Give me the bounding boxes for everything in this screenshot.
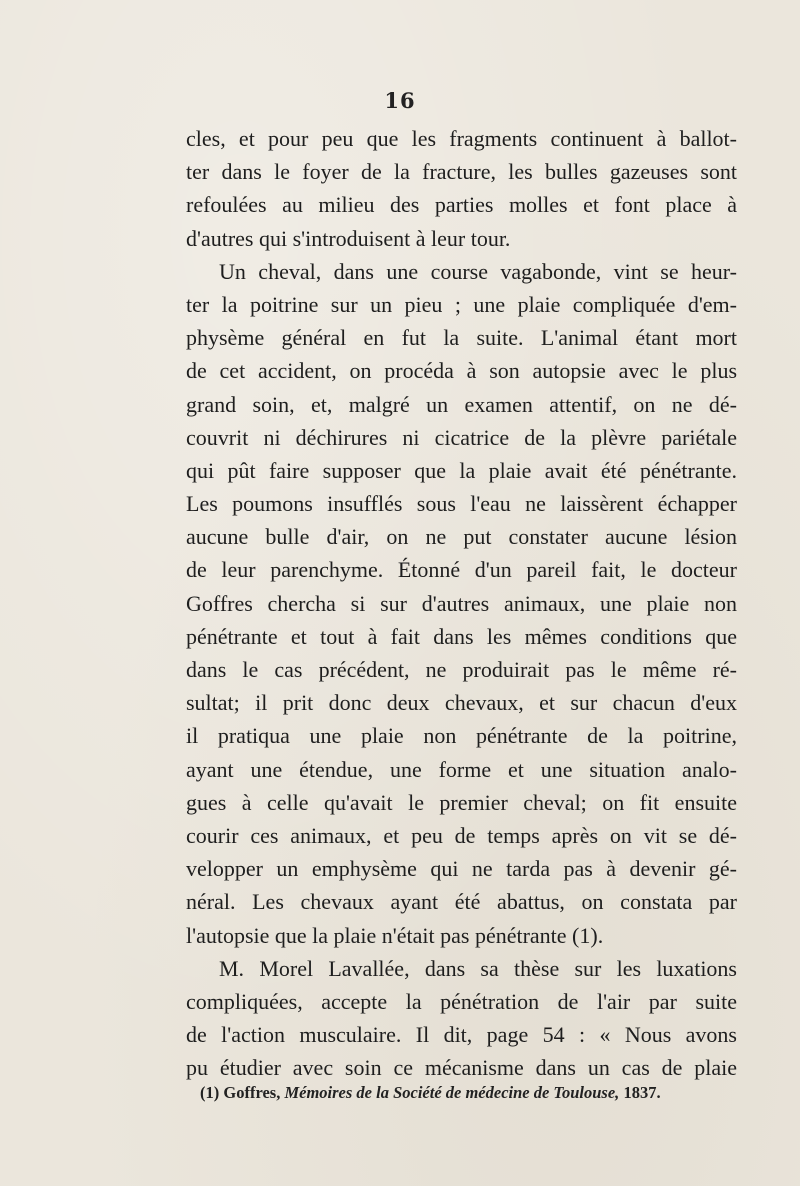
text-line: de leur parenchyme. Étonné d'un pareil fait, le docteur [186,557,737,583]
paragraph [186,952,737,1085]
text-line: qui pût faire supposer que la plaie avait été pénétrante. [186,457,737,483]
text-line: sultat; il prit donc deux chevaux, et sur chacun d'eux [186,690,737,716]
footnote-marker: (1) [200,1083,220,1102]
text-line: physème général en fut la suite. L'animal étant mort [186,325,737,351]
text-line: pénétrante et tout à fait dans les mêmes conditions que [186,623,737,649]
text-line: Un cheval, dans une course vagabonde, vint se heur- [219,258,737,284]
text-line: ter dans le foyer de la fracture, les bulles gazeuses sont [186,159,737,185]
text-line: compliquées, accepte la pénétration de l'air par suite [186,988,737,1014]
text-line: l'autopsie que la plaie n'était pas pénétrante (1). [186,922,604,948]
text-line: M. Morel Lavallée, dans sa thèse sur les luxations [219,955,737,981]
paragraph [186,122,737,255]
footnote-author: Goffres, [223,1083,281,1102]
text-line: Les poumons insufflés sous l'eau ne laissèrent échapper [186,491,737,517]
text-line: de l'action musculaire. Il dit, page 54 : « Nous avons [186,1022,737,1048]
text-line: courir ces animaux, et peu de temps après on vit se dé- [186,822,737,848]
text-line: grand soin, et, malgré un examen attentif, on ne dé- [186,391,737,417]
text-line: refoulées au milieu des parties molles et font place à [186,192,737,218]
footnote [200,1083,740,1103]
text-line: pu étudier avec soin ce mécanisme dans un cas de plaie [186,1055,737,1081]
footnote-work: Mémoires de la Société de médecine de Toulouse, [284,1083,620,1102]
text-line: néral. Les chevaux ayant été abattus, on constata par [186,889,737,915]
text-line: ayant une étendue, une forme et une situation analo- [186,756,737,782]
text-line: dans le cas précédent, ne produirait pas le même ré- [186,657,737,682]
text-line: de cet accident, on procéda à son autopsie avec le plus [186,358,737,384]
text-line: aucune bulle d'air, on ne put constater aucune lésion [186,524,737,550]
text-line: d'autres qui s'introduisent à leur tour. [186,225,511,251]
text-line: velopper un emphysème qui ne tarda pas à devenir gé- [186,856,737,882]
text-line: couvrit ni déchirures ni cicatrice de la plèvre pariétale [186,424,737,450]
text-line: cles, et pour peu que les fragments continuent à ballot- [186,126,737,151]
page-number: 16 [384,88,416,113]
text-line: gues à celle qu'avait le premier cheval; on fit ensuite [186,789,737,815]
text-line: Goffres chercha si sur d'autres animaux, une plaie non [186,590,737,616]
body-text [186,122,737,1084]
footnote-year: 1837. [623,1083,661,1102]
text-line: ter la poitrine sur un pieu ; une plaie compliquée d'em- [186,291,737,317]
text-line: il pratiqua une plaie non pénétrante de la poitrine, [186,723,737,749]
paragraph [186,255,737,952]
